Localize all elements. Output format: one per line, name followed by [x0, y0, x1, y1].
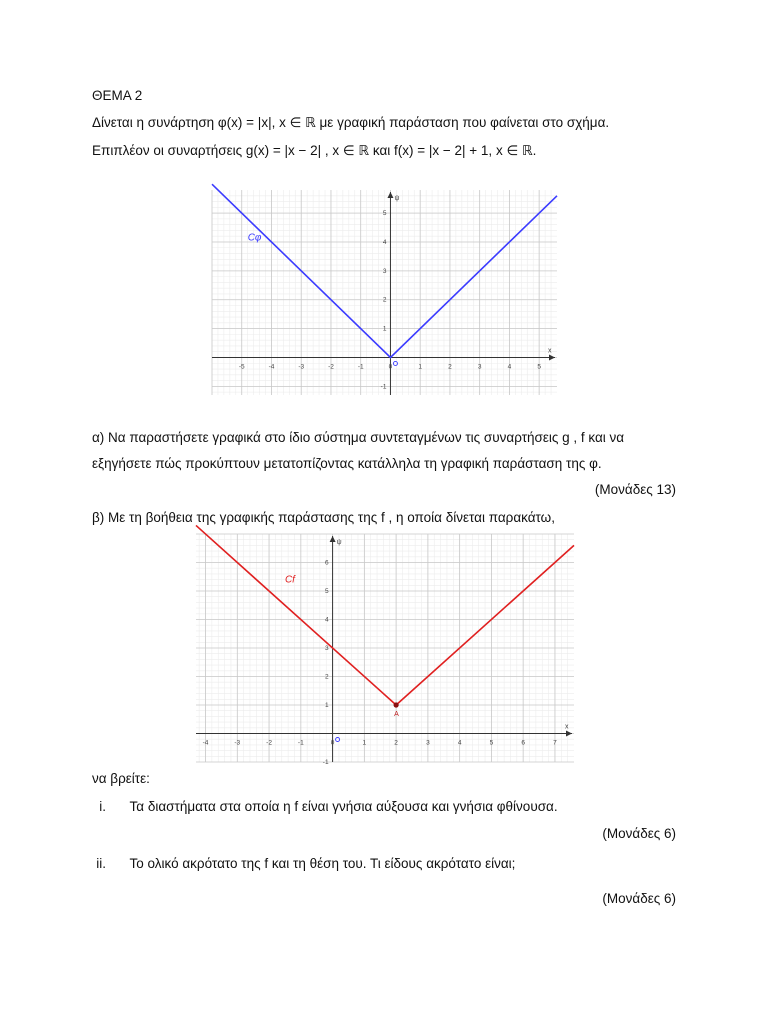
x-tick-label: -5	[238, 363, 245, 371]
part-a-marks: (Μονάδες 13)	[594, 482, 676, 497]
x-tick-label: 4	[457, 739, 462, 747]
part-a-line-1: α) Να παραστήσετε γραφικά στο ίδιο σύστημα συντεταγμένων τις συναρτήσεις g , f και να	[92, 430, 625, 445]
item-i	[86, 799, 558, 814]
x-tick-label: -2	[266, 739, 272, 747]
x-tick-label: -1	[357, 363, 364, 371]
y-tick-label: 2	[324, 673, 329, 681]
x-tick-label: 2	[394, 739, 398, 747]
item-i-text: Τα διαστήματα στα οποία η f είναι γνήσια αύξουσα και γνήσια φθίνουσα.	[129, 799, 558, 814]
x-tick-label: -4	[202, 739, 209, 747]
x-tick-label: -4	[268, 363, 275, 371]
intro-line-1: Δίνεται η συνάρτηση φ(x) = |x|, x ∈ ℝ με γραφική παράσταση που φαίνεται στο σχήμα.	[92, 115, 610, 130]
x-tick-label: 1	[418, 363, 423, 371]
y-axis-arrow	[387, 192, 393, 198]
point-a	[394, 702, 399, 707]
chart-phi	[212, 190, 557, 395]
x-tick-label: 1	[362, 739, 367, 747]
heading: ΘΕΜΑ 2	[92, 88, 143, 103]
item-ii-number: ii.	[96, 856, 106, 871]
part-b-find: να βρείτε:	[92, 771, 150, 786]
y-tick-label: 4	[324, 616, 329, 624]
y-tick-label: 5	[382, 210, 387, 218]
y-tick-label: 1	[324, 702, 329, 709]
item-i-marks: (Μονάδες 6)	[602, 826, 676, 841]
x-tick-label: 2	[448, 363, 452, 371]
y-tick-label: 2	[382, 296, 387, 304]
x-axis-label: x	[548, 347, 552, 355]
x-tick-label: -3	[298, 363, 305, 371]
x-tick-label: 5	[537, 363, 541, 371]
point-a-label: A	[394, 711, 399, 718]
y-tick-label: -1	[322, 759, 329, 766]
x-axis-arrow	[549, 354, 555, 360]
item-ii	[86, 856, 515, 871]
series-label: Cf	[284, 574, 295, 586]
y-tick-label: 4	[382, 238, 387, 246]
part-b-line-1: β) Με τη βοήθεια της γραφικής παράστασης της f , η οποία δίνεται παρακάτω,	[92, 510, 555, 525]
x-tick-label: 0	[388, 363, 393, 371]
chart-f	[196, 534, 574, 766]
x-tick-label: 6	[521, 739, 525, 747]
y-tick-label: 5	[324, 588, 329, 595]
x-tick-label: -1	[297, 739, 304, 747]
y-tick-label: 1	[382, 325, 387, 333]
x-tick-label: 7	[553, 739, 557, 747]
item-ii-marks: (Μονάδες 6)	[602, 891, 676, 906]
y-tick-label: 3	[382, 267, 387, 275]
y-axis-label: ψ	[394, 195, 400, 202]
x-tick-label: -2	[328, 363, 334, 371]
y-tick-label: 3	[324, 645, 329, 652]
series-line	[196, 525, 574, 705]
x-axis-label: x	[565, 723, 569, 731]
x-tick-label: 3	[426, 739, 430, 747]
x-tick-label: 3	[477, 363, 482, 371]
part-a-line-2: εξηγήσετε πώς προκύπτουν μετατοπίζοντας κατάλληλα τη γραφική παράσταση της φ.	[92, 456, 602, 471]
item-i-number: i.	[99, 799, 106, 814]
x-tick-label: 5	[489, 739, 494, 747]
x-tick-label: 0	[330, 739, 335, 747]
y-tick-label: 6	[324, 559, 329, 567]
x-tick-label: 4	[507, 363, 512, 371]
intro-line-2: Επιπλέον οι συναρτήσεις g(x) = |x − 2| , x ∈ ℝ και f(x) = |x − 2| + 1, x ∈ ℝ.	[92, 143, 537, 158]
series-label: Cφ	[247, 232, 262, 244]
y-axis-arrow	[330, 536, 336, 542]
x-tick-label: -3	[234, 739, 241, 747]
item-ii-text: Το ολικό ακρότατο της f και τη θέση του. Τι είδους ακρότατο είναι;	[129, 856, 516, 871]
x-axis-arrow	[566, 731, 572, 737]
y-tick-label: -1	[380, 383, 387, 391]
y-axis-label: ψ	[336, 539, 342, 546]
